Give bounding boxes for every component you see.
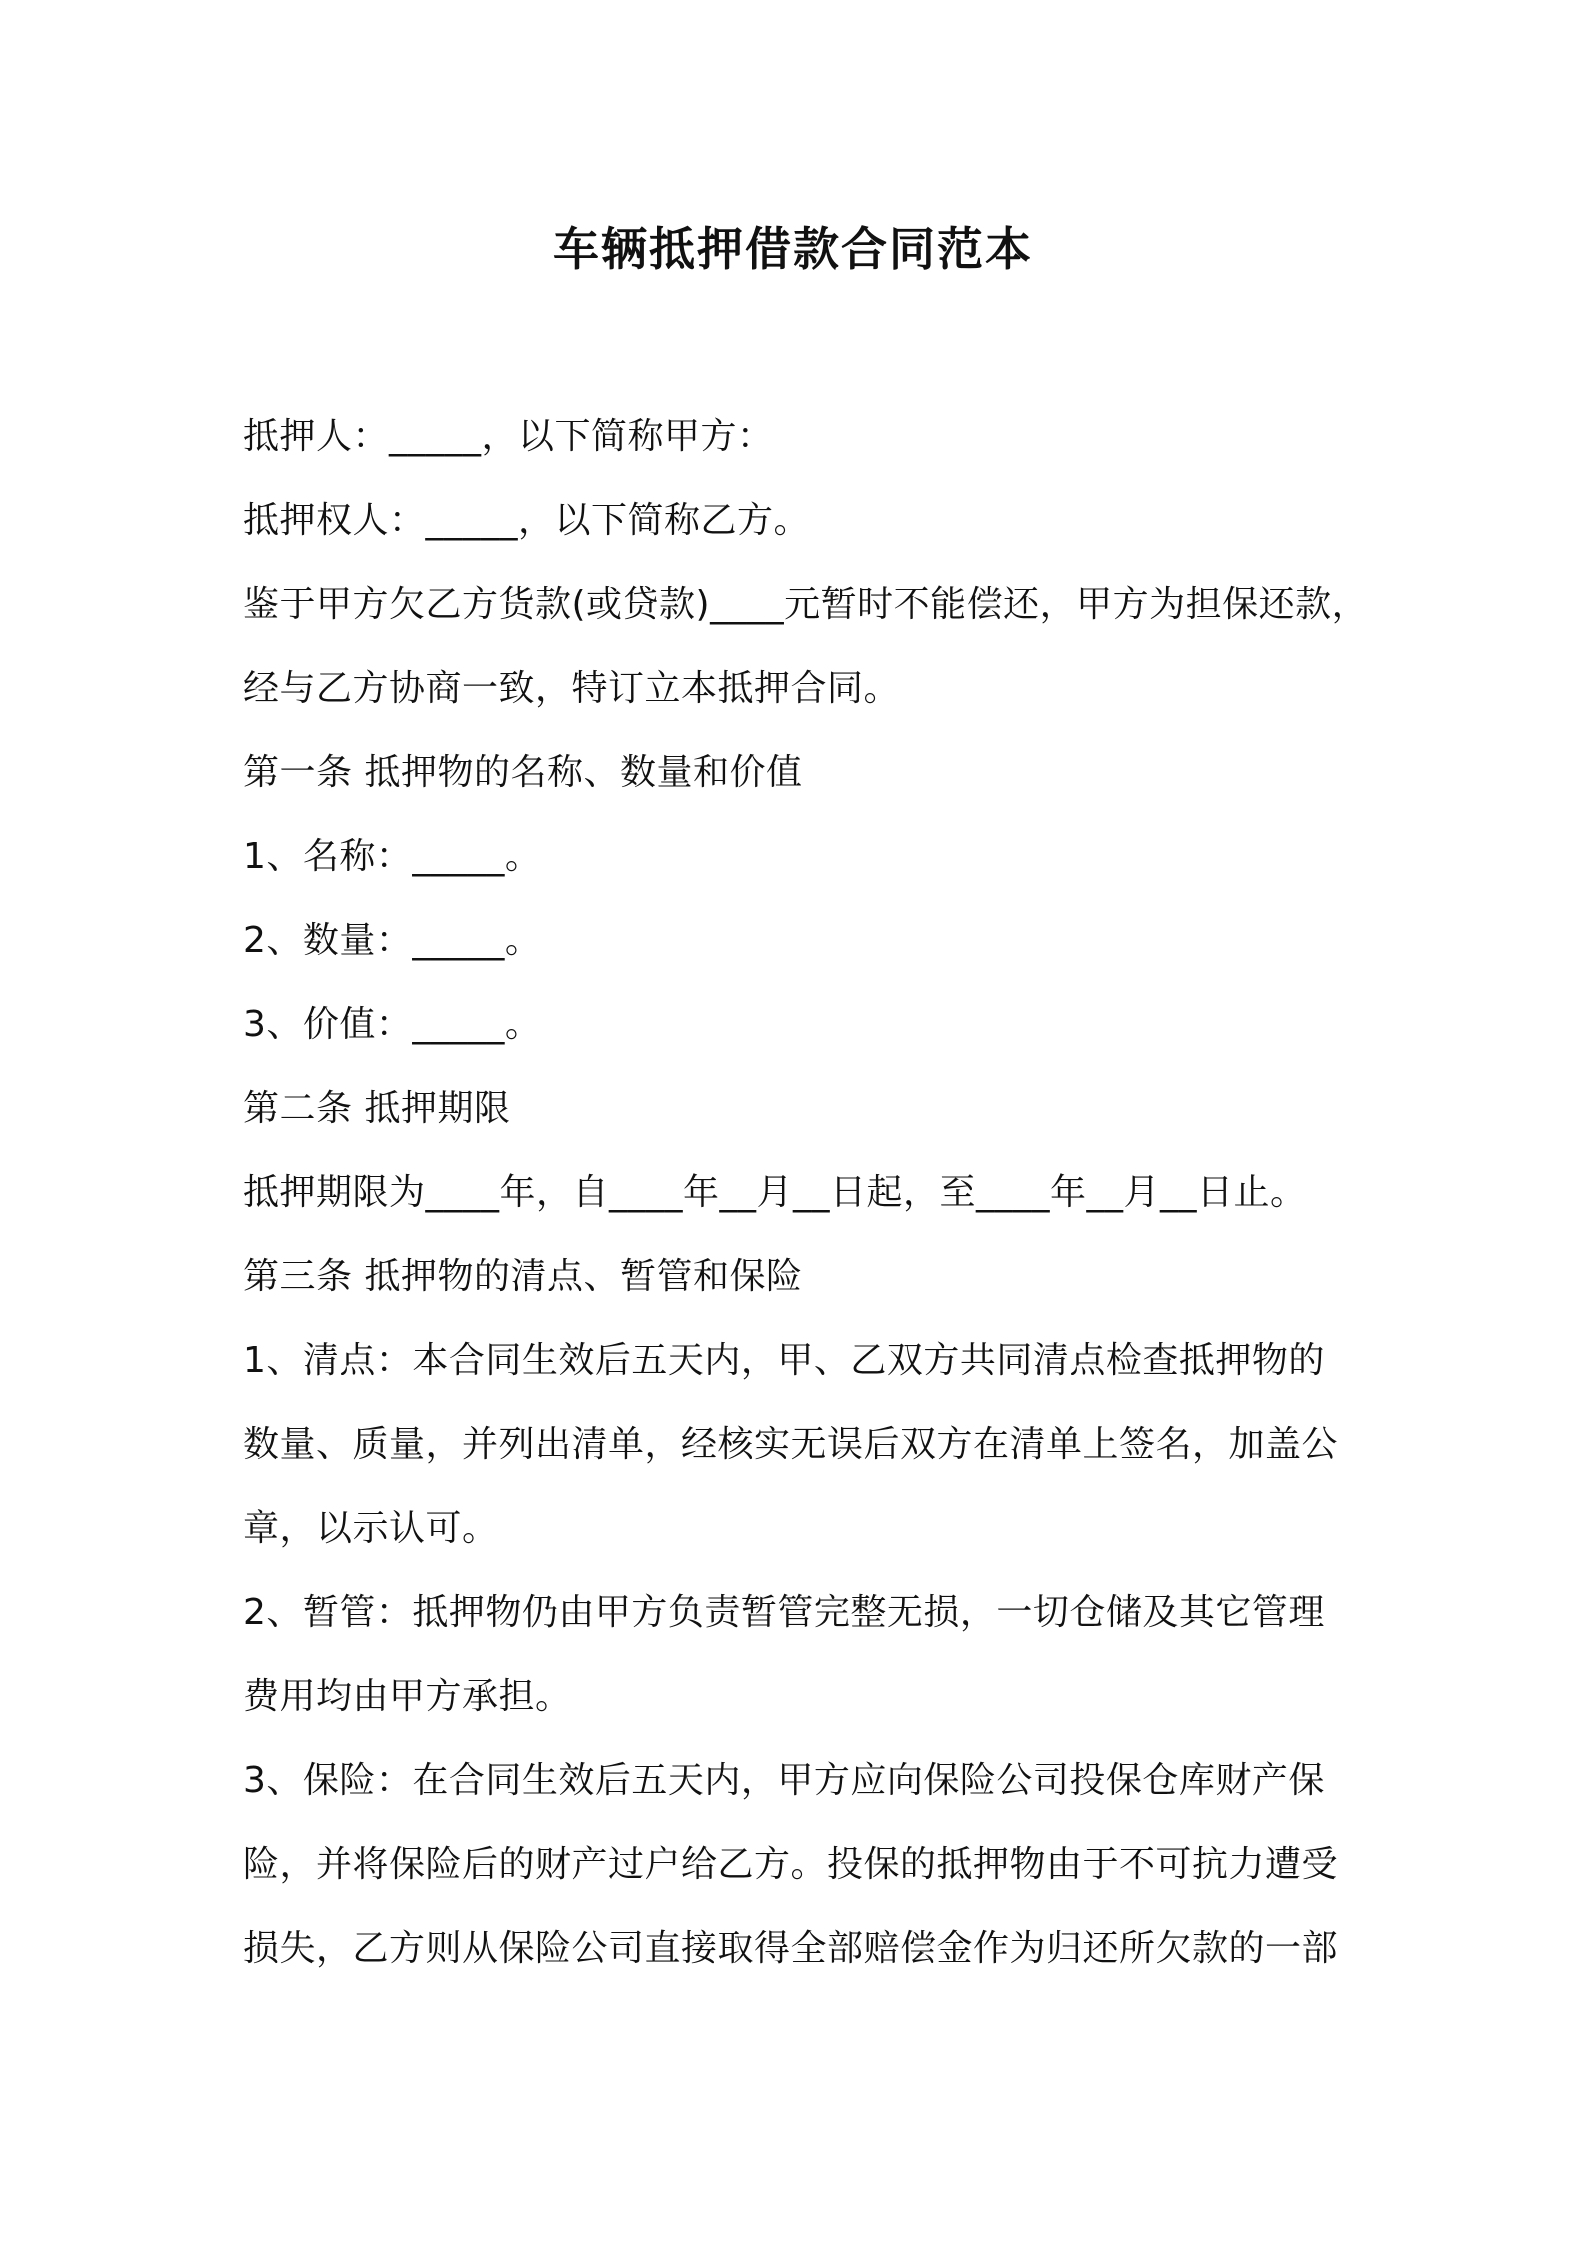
preamble-line: 鉴于甲方欠乙方货款(或贷款)____元暂时不能偿还，甲方为担保还款， <box>243 584 1369 625</box>
party-a-line: 抵押人：_____，以下简称甲方： <box>243 416 774 457</box>
clause-line: 1、名称：_____。 <box>243 836 542 877</box>
clause-line: 费用均由甲方承担。 <box>243 1676 572 1717</box>
clause-line: 抵押期限为____年，自____年__月__日起，至____年__月__日止。 <box>243 1172 1307 1213</box>
clause-line: 3、保险：在合同生效后五天内，甲方应向保险公司投保仓库财产保 <box>243 1760 1325 1801</box>
document-title: 车辆抵押借款合同范本 <box>553 222 1033 276</box>
clause-line: 章，以示认可。 <box>243 1508 499 1549</box>
article-heading: 第二条 抵押期限 <box>243 1088 511 1129</box>
clause-line: 1、清点：本合同生效后五天内，甲、乙双方共同清点检查抵押物的 <box>243 1340 1325 1381</box>
clause-line: 损失，乙方则从保险公司直接取得全部赔偿金作为归还所欠款的一部 <box>243 1928 1339 1969</box>
article-heading: 第三条 抵押物的清点、暂管和保险 <box>243 1256 803 1297</box>
article-heading: 第一条 抵押物的名称、数量和价值 <box>243 752 803 793</box>
clause-line: 3、价值：_____。 <box>243 1004 542 1045</box>
preamble-line: 经与乙方协商一致，特订立本抵押合同。 <box>243 668 901 709</box>
clause-line: 数量、质量，并列出清单，经核实无误后双方在清单上签名，加盖公 <box>243 1424 1339 1465</box>
party-b-line: 抵押权人：_____，以下简称乙方。 <box>243 500 811 541</box>
clause-line: 险，并将保险后的财产过户给乙方。投保的抵押物由于不可抗力遭受 <box>243 1844 1339 1885</box>
clause-line: 2、暂管：抵押物仍由甲方负责暂管完整无损，一切仓储及其它管理 <box>243 1592 1325 1633</box>
clause-line: 2、数量：_____。 <box>243 920 542 961</box>
